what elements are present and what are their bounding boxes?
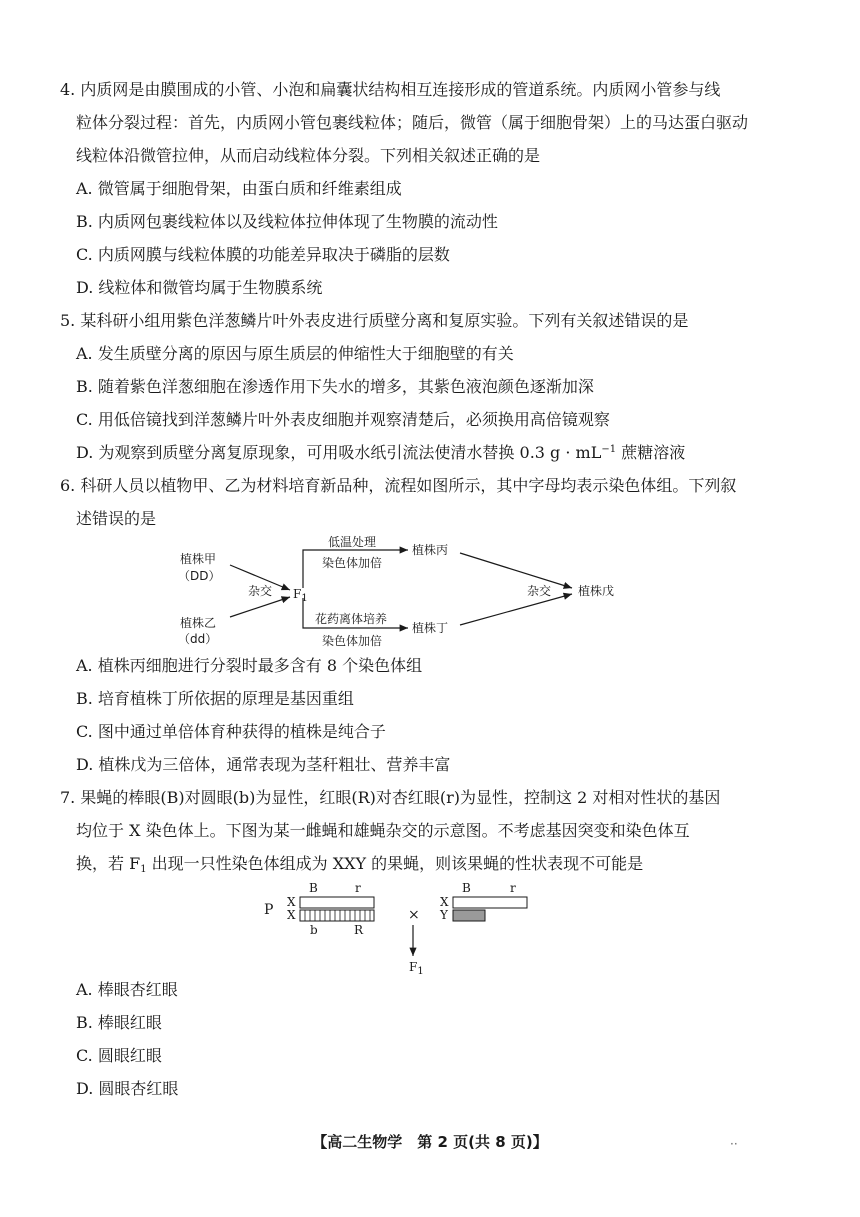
q7-female-gene-b-recessive: b [310,923,318,937]
q5-option-d-text: D. 为观察到质壁分离复原现象，可用吸水纸引流法使清水替换 0.3 g · mL [76,443,602,462]
q6-plant-a-genotype: （DD） [178,569,221,583]
q6-bottom-treatment-2: 染色体加倍 [322,634,383,648]
q6-arrow-c-to-e [460,553,572,588]
q6-cross-label-2: 杂交 [527,584,552,598]
q7-male-y-label: Y [440,908,448,922]
q7-male-gene-b: B [462,881,471,895]
q7-male-y-chromosome [453,910,485,921]
q6-arrow-d-to-e [460,594,572,625]
q7-stem-line3-end: 出现一只性染色体组成为 XXY 的果蝇，则该果蝇的性状表现不可能是 [146,854,644,873]
q4-stem-line3: 线粒体沿微管拉伸，从而启动线粒体分裂。下列相关叙述正确的是 [76,146,541,165]
q6-arrow-b-to-f1 [230,597,290,617]
q6-option-a: A. 植株丙细胞进行分裂时最多含有 8 个染色体组 [76,656,423,675]
q4-option-b: B. 内质网包裹线粒体以及线粒体拉伸体现了生物膜的流动性 [76,212,498,231]
q7-option-b: B. 棒眼红眼 [76,1013,162,1032]
q7-female-x-top-label: X [287,895,296,909]
q6-f1-letter: F [293,587,302,601]
q6-stem-line2: 述错误的是 [76,509,157,528]
q4-option-a: A. 微管属于细胞骨架，由蛋白质和纤维素组成 [76,179,402,198]
q7-female-gene-b-dominant: B [309,881,318,895]
q7-female-x-bottom-label: X [287,908,296,922]
q5-stem: 5. 某科研小组用紫色洋葱鳞片叶外表皮进行质壁分离和复原实验。下列有关叙述错误的是 [60,311,689,330]
q5-option-b: B. 随着紫色洋葱细胞在渗透作用下失水的增多，其紫色液泡颜色逐渐加深 [76,377,594,396]
q6-stem-line1: 6. 科研人员以植物甲、乙为材料培育新品种，流程如图所示，其中字母均表示染色体组。下列叙 [60,476,737,495]
q6-plant-b-genotype: （dd） [178,632,218,646]
q7-stem-f1-subscript: 1 [140,864,147,875]
q6-cross-label-1: 杂交 [248,584,273,598]
q4-stem-line2: 粒体分裂过程：首先，内质网小管包裹线粒体；随后，微管（属于细胞骨架）上的马达蛋白驱动 [76,113,749,132]
corner-mark: ·· [730,1137,738,1151]
q4-option-d: D. 线粒体和微管均属于生物膜系统 [76,278,323,297]
q7-stem-line2: 均位于 X 染色体上。下图为某一雌蝇和雄蝇杂交的示意图。不考虑基因突变和染色体互 [76,821,690,840]
q7-male-gene-r: r [510,881,516,895]
page-footer: 【高二生物学 第 2 页(共 8 页)】 [312,1133,548,1151]
q7-female-gene-r-recessive: r [355,881,361,895]
q4-option-c: C. 内质网膜与线粒体膜的功能差异取决于磷脂的层数 [76,245,450,264]
q7-option-a: A. 棒眼杏红眼 [76,980,178,999]
q4-stem-line1: 4. 内质网是由膜围成的小管、小泡和扁囊状结构相互连接形成的管道系统。内质网小管参与线 [60,80,721,99]
q6-plant-d-label: 植株丁 [412,621,449,635]
q7-p-label: P [264,902,274,918]
q6-option-b: B. 培育植株丁所依据的原理是基因重组 [76,689,354,708]
q6-option-c: C. 图中通过单倍体育种获得的植株是纯合子 [76,722,386,741]
q5-option-a: A. 发生质壁分离的原因与原生质层的伸缩性大于细胞壁的有关 [76,344,514,363]
q6-top-treatment-2: 染色体加倍 [322,556,383,570]
q6-top-treatment-1: 低温处理 [328,535,377,549]
q7-male-x-label: X [440,895,449,909]
q6-plant-c-label: 植株丙 [412,543,449,557]
q6-plant-a-label: 植株甲 [180,552,217,566]
q5-option-c: C. 用低倍镜找到洋葱鳞片叶外表皮细胞并观察清楚后，必须换用高倍镜观察 [76,410,610,429]
q7-female-gene-r-dominant: R [354,923,364,937]
q7-option-c: C. 圆眼红眼 [76,1046,162,1065]
q7-stem-line1: 7. 果蝇的棒眼(B)对圆眼(b)为显性，红眼(R)对杏红眼(r)为显性，控制这 2 对相对性状的基因 [60,788,721,807]
q6-f1-label [293,587,308,604]
q6-plant-b-label: 植株乙 [180,616,217,630]
q5-option-d-exponent: −1 [601,444,617,455]
q6-option-d: D. 植株戊为三倍体，通常表现为茎秆粗壮、营养丰富 [76,755,451,774]
q7-option-d: D. 圆眼杏红眼 [76,1079,179,1098]
q7-f1-letter: F [409,960,418,974]
q7-f1-subscript: 1 [417,966,424,977]
q7-stem-line3-start: 换，若 F [76,854,141,873]
q6-f1-subscript: 1 [301,593,308,604]
q7-female-x-chromosome-top [300,897,374,908]
q6-plant-e-label: 植株戊 [578,584,615,598]
q5-option-d-text-end: 蔗糖溶液 [616,443,686,462]
q7-female-x-chromosome-bottom [300,910,374,921]
q7-stem-line3 [76,854,643,874]
q7-f1-label [409,960,424,977]
q6-bottom-treatment-1: 花药离体培养 [315,612,388,626]
q7-cross-symbol: × [408,907,420,923]
q7-male-x-chromosome [453,897,527,908]
